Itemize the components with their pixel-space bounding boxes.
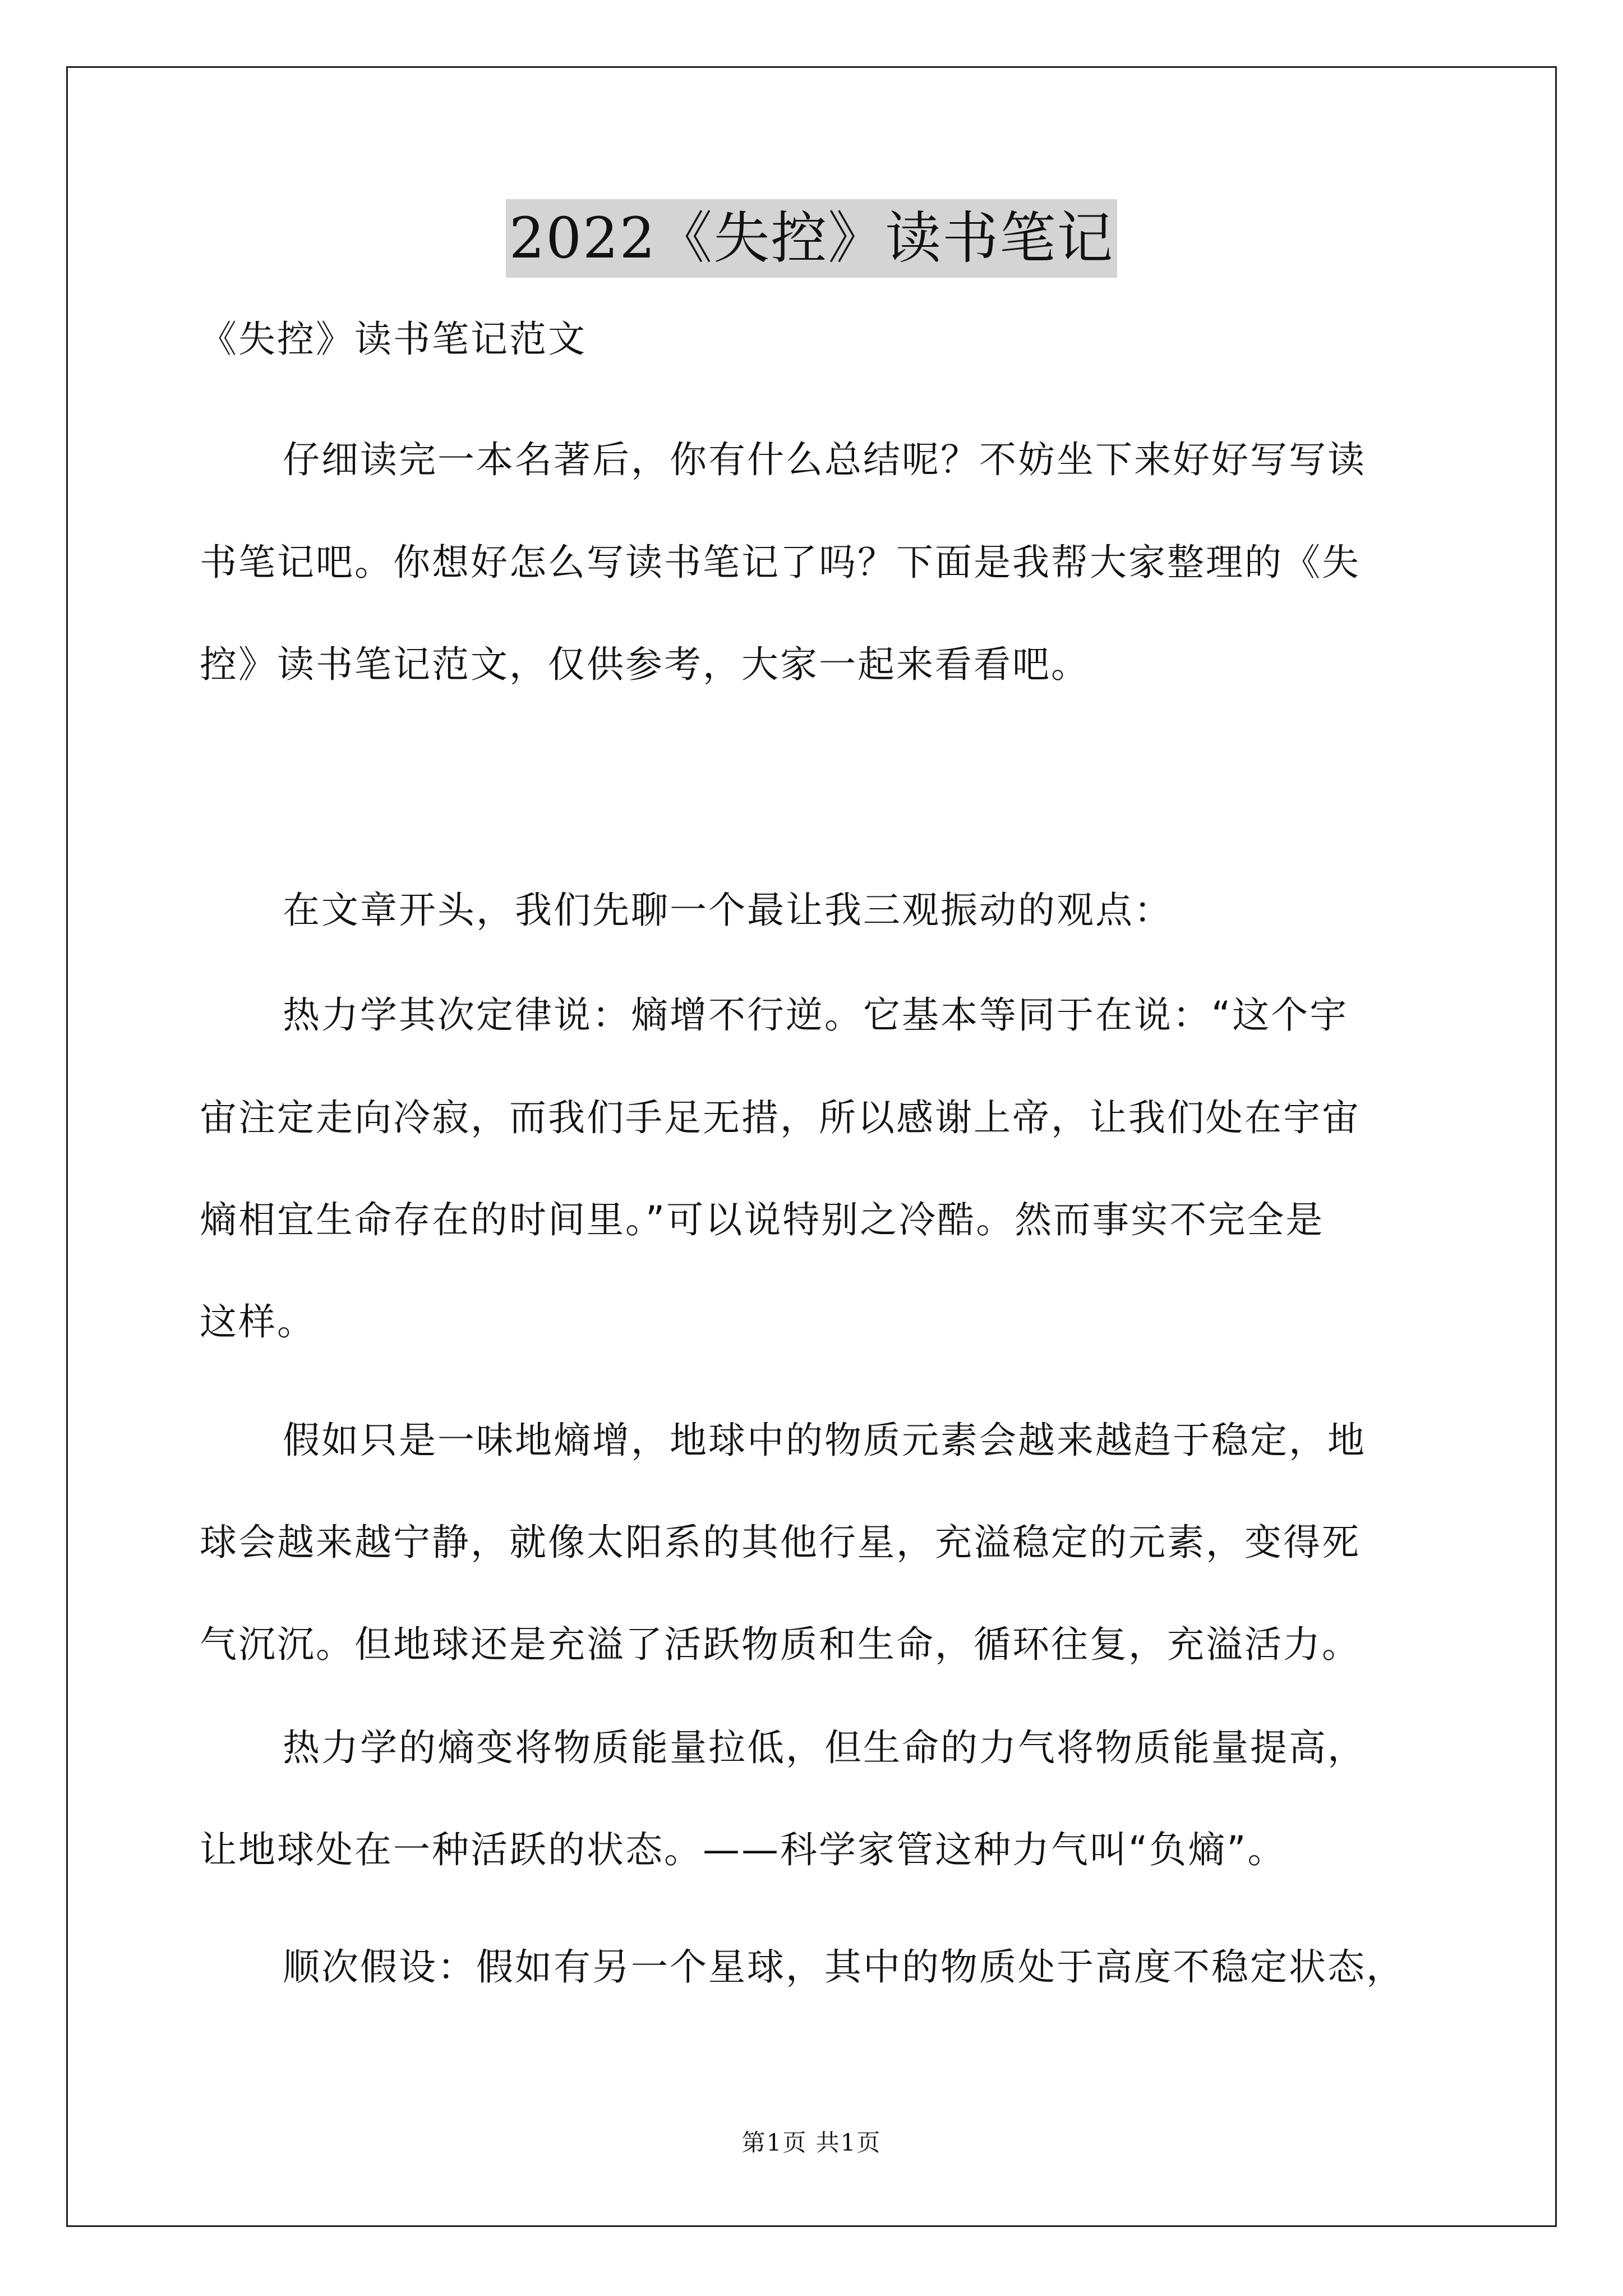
paragraph-line: 这样。: [200, 1300, 316, 1343]
paragraph-line: 球会越来越宁静，就像太阳系的其他行星，充溢稳定的元素，变得死: [200, 1521, 1361, 1564]
paragraph-line: 在文章开头，我们先聊一个最让我三观振动的观点：: [283, 889, 1173, 932]
document-subtitle: 《失控》读书笔记范文: [200, 318, 587, 361]
paragraph-line: 热力学的熵变将物质能量拉低，但生命的力气将物质能量提高，: [283, 1726, 1366, 1769]
paragraph-line: 热力学其次定律说：熵增不行逆。它基本等同于在说：“这个宇: [283, 993, 1349, 1037]
page-border: [66, 66, 1557, 2227]
paragraph-line: 气沉沉。但地球还是充溢了活跃物质和生命，循环往复，充溢活力。: [200, 1623, 1361, 1666]
document-title: 2022《失控》读书笔记: [506, 199, 1118, 278]
paragraph-line: 仔细读完一本名著后，你有什么总结呢？不妨坐下来好好写写读: [283, 438, 1366, 481]
paragraph-line: 书笔记吧。你想好怎么写读书笔记了吗？下面是我帮大家整理的《失: [200, 541, 1361, 584]
paragraph-line: 让地球处在一种活跃的状态。——科学家管这种力气叫“负熵”。: [200, 1828, 1287, 1871]
title-container: [0, 199, 1623, 278]
paragraph-line: 控》读书笔记范文，仅供参考，大家一起来看看吧。: [200, 643, 1090, 686]
paragraph-line: 顺次假设：假如有另一个星球，其中的物质处于高度不稳定状态，: [283, 1945, 1405, 1989]
paragraph-line: 熵相宜生命存在的时间里。”可以说特别之冷酷。然而事实不完全是: [200, 1198, 1325, 1241]
paragraph-line: 假如只是一味地熵增，地球中的物质元素会越来越趋于稳定，地: [283, 1419, 1366, 1462]
paragraph-line: 宙注定走向冷寂，而我们手足无措，所以感谢上帝，让我们处在宇宙: [200, 1096, 1361, 1139]
page-footer: 第1页 共1页: [741, 2129, 882, 2156]
